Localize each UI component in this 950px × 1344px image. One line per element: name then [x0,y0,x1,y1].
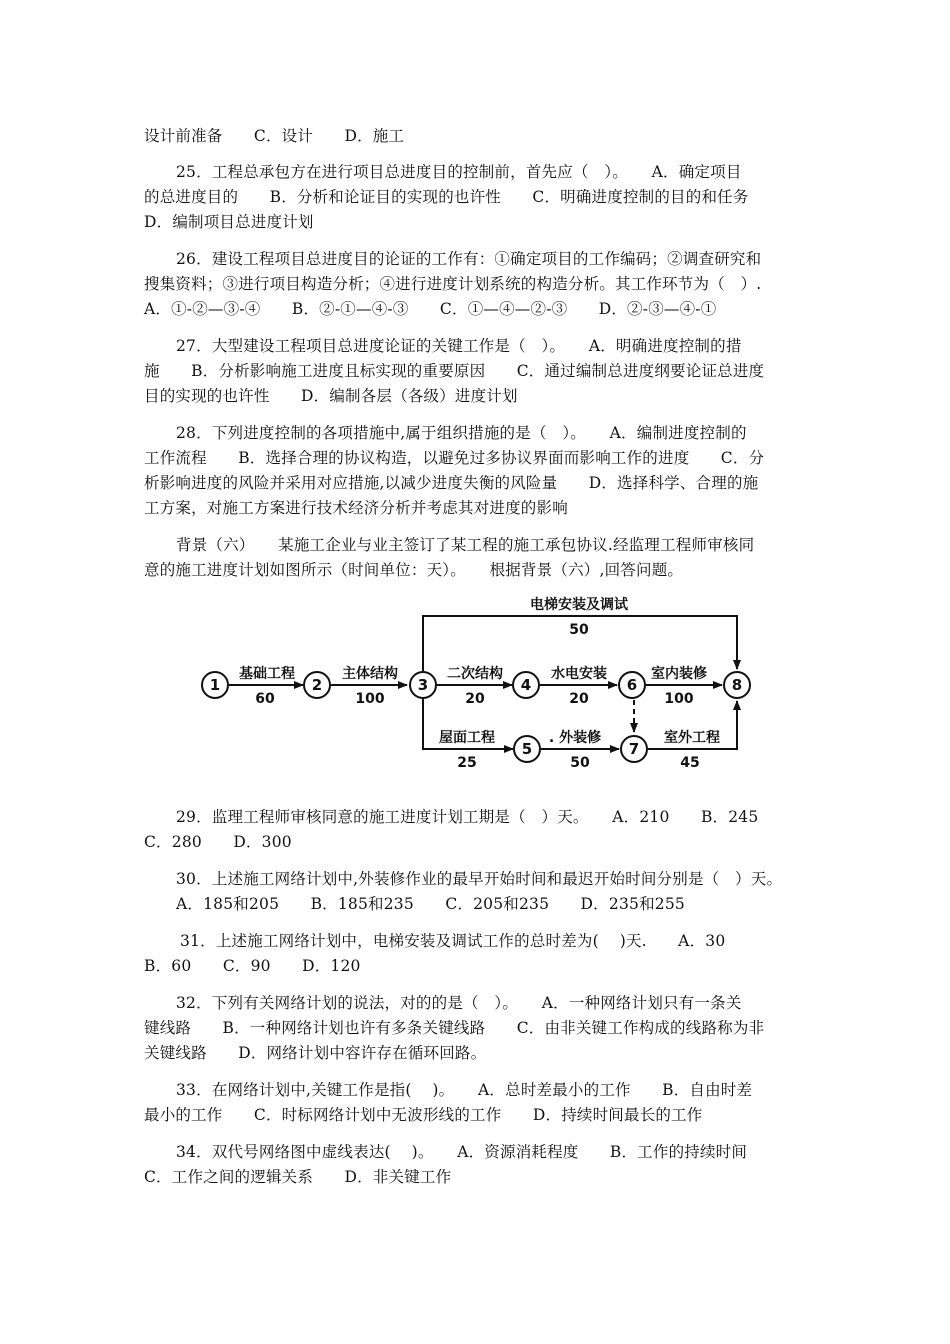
text-line: C．280 D．300 [144,833,292,851]
question-27: 27．大型建设工程项目总进度论证的关键工作是（ ）。 A．明确进度控制的措 [176,337,742,355]
node-label: 4 [520,676,532,694]
node-label: 3 [417,676,429,694]
node-label: 6 [626,676,638,694]
activity-name: 屋面工程 [439,730,495,746]
activity-duration: 60 [255,691,275,707]
question-26: 26．建设工程项目总进度目的论证的工作有：①确定项目的工作编码；②调查研究和 [176,250,762,268]
network-diagram [195,592,760,777]
activity-name: 二次结构 [447,666,503,682]
question-34: 34．双代号网络图中虚线表达( )。 A．资源消耗程度 B．工作的持续时间 [176,1143,748,1161]
node-label: 7 [628,740,640,758]
activity-duration: 100 [355,691,385,707]
question-29: 29．监理工程师审核同意的施工进度计划工期是（ ）天。 A．210 B．245 [176,808,759,826]
activity-name: 基础工程 [239,666,295,682]
text-line: 意的施工进度计划如图所示（时间单位：天）。 根据背景（六）,回答问题。 [144,561,684,579]
activity-duration: 50 [569,622,589,638]
question-28: 28．下列进度控制的各项措施中,属于组织措施的是（ ）。 A．编制进度控制的 [176,424,747,442]
activity-name: . 外装修 [548,730,602,746]
text-line: D．编制项目总进度计划 [144,213,314,231]
activity-name: 水电安装 [551,666,607,682]
activity-duration: 100 [664,691,694,707]
activity-duration: 20 [569,691,589,707]
text-line: 关键线路 D．网络计划中容许存在循环回路。 [144,1044,487,1062]
text-line: 的总进度目的 B．分析和论证目的实现的也许性 C．明确进度控制的目的和任务 [144,188,749,206]
text-line: 搜集资料；③进行项目构造分析；④进行进度计划系统的构造分析。其工作环节为（ ）. [144,275,762,293]
text-line: B．60 C．90 D．120 [144,957,361,975]
question-33: 33．在网络计划中,关键工作是指( )。 A．总时差最小的工作 B．自由时差 [176,1081,753,1099]
node-label: 2 [311,676,323,694]
activity-duration: 50 [570,755,590,771]
text-line: 设计前准备 C．设计 D．施工 [144,127,405,145]
activity-name: 电梯安装及调试 [530,597,628,613]
question-30: 30．上述施工网络计划中,外装修作业的最早开始时间和最迟开始时间分别是（ ）天。 [176,870,783,888]
text-line: 键线路 B．一种网络计划也许有多条关键线路 C．由非关键工作构成的线路称为非 [144,1019,765,1037]
background-six: 背景（六） 某施工企业与业主签订了某工程的施工承包协议.经监理工程师审核同 [176,536,755,554]
activity-name: 室内装修 [651,666,707,682]
text-line: C．工作之间的逻辑关系 D．非关键工作 [144,1168,452,1186]
text-line: 析影响进度的风险并采用对应措施,以减少进度失衡的风险量 D．选择科学、合理的施 [144,474,759,492]
text-line: A．185和205 B．185和235 C．205和235 D．235和255 [176,895,685,913]
text-line: A．①-②—③-④ B．②-①—④-③ C．①—④—②-③ D．②-③—④-① [144,300,717,318]
activity-duration: 25 [457,755,477,771]
activity-duration: 45 [680,755,700,771]
text-line: 目的实现的也许性 D．编制各层（各级）进度计划 [144,387,518,405]
node-label: 8 [731,676,743,694]
text-line: 工方案，对施工方案进行技术经济分析并考虑其对进度的影响 [144,499,568,517]
text-line: 最小的工作 C．时标网络计划中无波形线的工作 D．持续时间最长的工作 [144,1106,703,1124]
text-line: 工作流程 B．选择合理的协议构造，以避免过多协议界面而影响工作的进度 C．分 [144,449,765,467]
activity-duration: 20 [465,691,485,707]
question-32: 32．下列有关网络计划的说法，对的的是（ ）。 A．一种网络计划只有一条关 [176,994,742,1012]
activity-name: 室外工程 [664,730,720,746]
node-label: 5 [521,740,533,758]
question-31: 31．上述施工网络计划中，电梯安装及调试工作的总时差为( )天. A．30 [180,932,726,950]
node-label: 1 [209,676,221,694]
activity-name: 主体结构 [342,666,398,682]
text-line: 施 B．分析影响施工进度且标实现的重要原因 C．通过编制总进度纲要论证总进度 [144,362,765,380]
question-25: 25．工程总承包方在进行项目总进度目的控制前，首先应（ ）。 A．确定项目 [176,163,742,181]
